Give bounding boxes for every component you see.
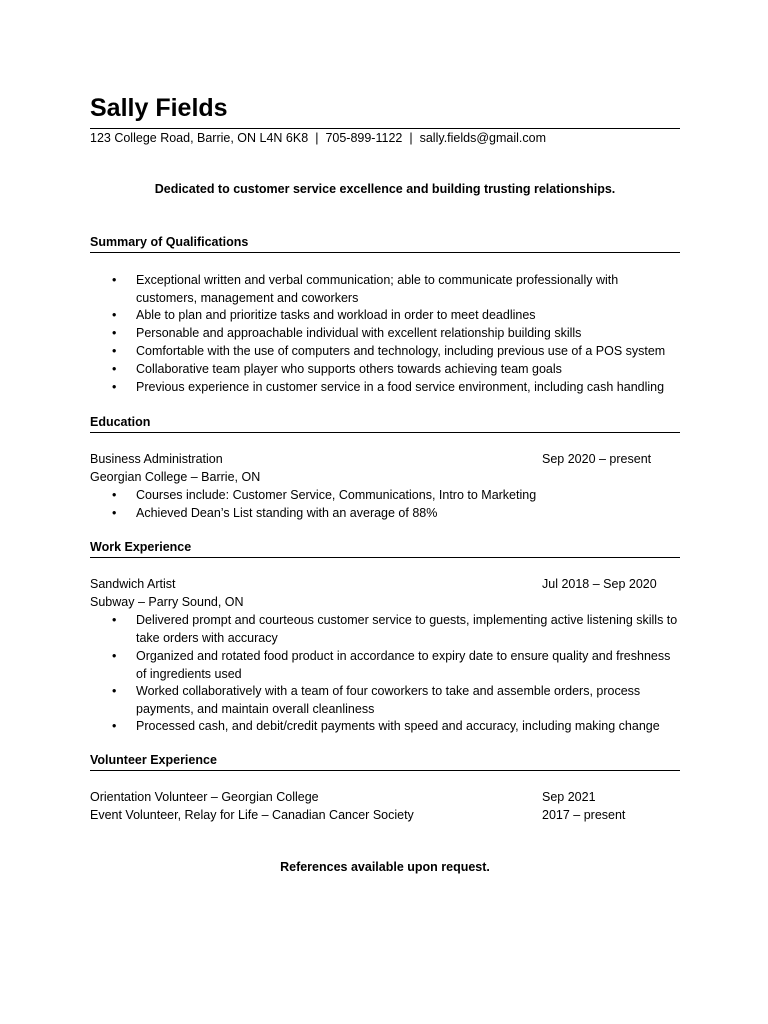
applicant-name: Sally Fields [90, 94, 228, 122]
volunteer-date: Sep 2021 [542, 790, 596, 804]
header-rule [90, 128, 680, 129]
bullet-icon: • [112, 308, 117, 322]
volunteer-rule [90, 770, 680, 771]
bullet-icon: • [112, 344, 117, 358]
summary-item: Able to plan and prioritize tasks and workload in order to meet deadlines [136, 308, 536, 322]
bullet-icon: • [112, 362, 117, 376]
bullet-icon: • [112, 719, 117, 733]
contact-email[interactable]: sally.fields@gmail.com [419, 131, 546, 145]
summary-item: Comfortable with the use of computers and technology, including previous use of a POS system [136, 344, 666, 358]
summary-item: Personable and approachable individual with excellent relationship building skills [136, 326, 582, 340]
bullet-icon: • [112, 273, 117, 287]
contact-separator: | [315, 131, 319, 145]
references-note: References available upon request. [280, 860, 490, 874]
education-item: Achieved Dean’s List standing with an average of 88% [136, 506, 438, 520]
summary-item: Exceptional written and verbal communication; able to communicate professionally with customers, management and coworkers [136, 273, 619, 305]
work-date: Jul 2018 – Sep 2020 [542, 577, 657, 591]
bullet-icon: • [112, 506, 117, 520]
bullet-icon: • [112, 613, 117, 627]
bullet-icon: • [112, 380, 117, 394]
summary-rule [90, 252, 680, 253]
summary-item: Previous experience in customer service in a food service environment, including cash handling [136, 380, 665, 394]
summary-item: Collaborative team player who supports others towards achieving team goals [136, 362, 562, 376]
contact-separator: | [409, 131, 413, 145]
work-employer: Subway – Parry Sound, ON [90, 595, 244, 609]
work-heading: Work Experience [90, 540, 192, 554]
bullet-icon: • [112, 326, 117, 340]
education-institution: Georgian College – Barrie, ON [90, 470, 261, 484]
volunteer-heading: Volunteer Experience [90, 753, 217, 767]
education-rule [90, 432, 680, 433]
contact-address: 123 College Road, Barrie, ON L4N 6K8 [90, 131, 309, 145]
education-item: Courses include: Customer Service, Communications, Intro to Marketing [136, 488, 537, 502]
work-item: Worked collaboratively with a team of four coworkers to take and assemble orders, process payments, and maintain overall cleanliness [136, 684, 641, 716]
bullet-icon: • [112, 649, 117, 663]
work-item: Delivered prompt and courteous customer service to guests, implementing active listening skills to take orders with accuracy [136, 613, 678, 645]
contact-phone: 705-899-1122 [325, 131, 403, 145]
summary-heading: Summary of Qualifications [90, 235, 249, 249]
education-date: Sep 2020 – present [542, 452, 652, 466]
education-heading: Education [90, 415, 151, 429]
work-rule [90, 557, 680, 558]
volunteer-role: Event Volunteer, Relay for Life – Canadian Cancer Society [90, 808, 414, 822]
work-title: Sandwich Artist [90, 577, 176, 591]
education-program: Business Administration [90, 452, 223, 466]
volunteer-role: Orientation Volunteer – Georgian College [90, 790, 319, 804]
bullet-icon: • [112, 488, 117, 502]
work-item: Organized and rotated food product in accordance to expiry date to ensure quality and freshness of ingredients used [136, 649, 671, 681]
contact-line [90, 131, 546, 145]
work-item: Processed cash, and debit/credit payments with speed and accuracy, including making change [136, 719, 660, 733]
objective-statement: Dedicated to customer service excellence and building trusting relationships. [154, 182, 616, 196]
bullet-icon: • [112, 684, 117, 698]
volunteer-date: 2017 – present [542, 808, 626, 822]
